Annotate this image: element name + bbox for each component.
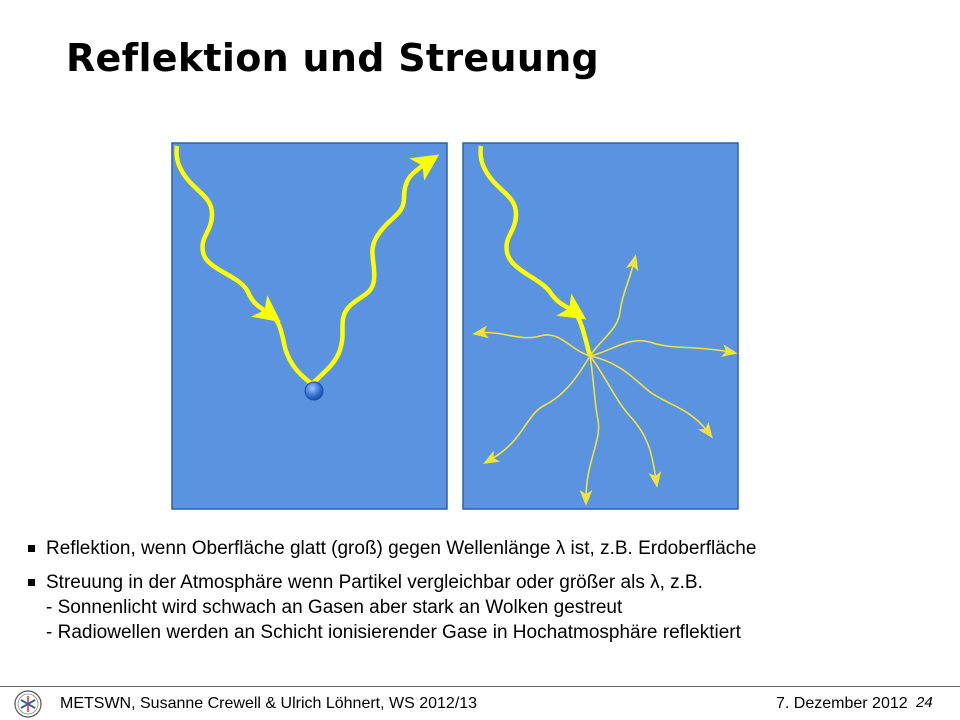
bullet-square-icon <box>28 545 35 552</box>
bullet-subline: - Sonnenlicht wird schwach an Gasen aber stark an Wolken gestreut <box>46 597 623 618</box>
footer-date: 7. Dezember 2012 <box>776 695 908 712</box>
bullet-reflection <box>28 536 948 561</box>
footer-divider <box>0 686 960 687</box>
bullet-text: Streuung in der Atmosphäre wenn Partikel vergleichbar oder größer als λ, z.B. <box>46 572 703 593</box>
bullet-square-icon <box>28 579 35 586</box>
university-logo <box>8 688 48 720</box>
reflection-panel <box>172 143 447 509</box>
surface-particle <box>305 382 323 400</box>
page-number: 24 <box>916 694 933 711</box>
footer-course-info: METSWN, Susanne Crewell & Ulrich Löhnert, WS 2012/13 <box>60 695 478 712</box>
bullet-list <box>28 536 948 654</box>
scattering-panel <box>463 143 738 509</box>
bullet-text: Reflektion, wenn Oberfläche glatt (groß) gegen Wellenlänge λ ist, z.B. Erdoberfläche <box>46 538 757 559</box>
bullet-subline: - Radiowellen werden an Schicht ionisierender Gase in Hochatmosphäre reflektiert <box>46 622 741 643</box>
slide-title: Reflektion und Streuung <box>66 36 600 80</box>
bullet-scattering <box>28 570 948 645</box>
